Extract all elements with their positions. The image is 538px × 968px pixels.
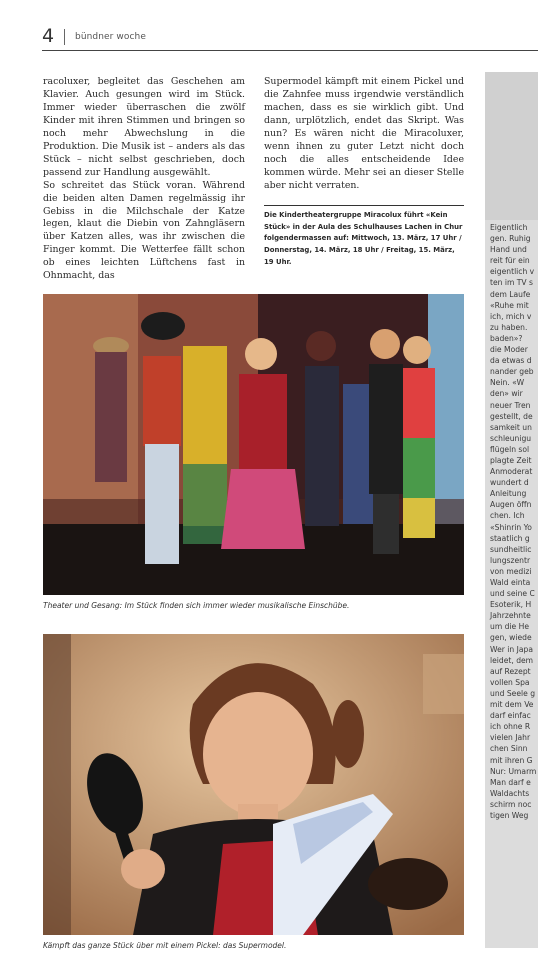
sidebar-text-line: lungszentr <box>490 555 531 565</box>
sidebar-text-line: dem Laufe <box>490 289 531 299</box>
sidebar-header-block <box>485 72 538 220</box>
sidebar-text-line: da etwas d <box>490 356 532 366</box>
sidebar-text-line: vielen Jahr <box>490 733 531 743</box>
sidebar-text-line: Nur: Umarm <box>490 766 537 776</box>
sidebar-text-line: samkeit un <box>490 422 532 432</box>
sidebar-text <box>490 222 538 821</box>
sidebar-text-line: und seine C <box>490 589 535 599</box>
sidebar-text-line: Wald einta <box>490 578 531 587</box>
sidebar-text-line: mit ihren G <box>490 755 533 765</box>
sidebar-text-line: ich ohne R <box>490 722 531 732</box>
sidebar-text-line: eigentlich v <box>490 267 535 277</box>
sidebar-text-line: Esoterik, H <box>490 600 532 610</box>
sidebar-text-line: chen. Ich <box>490 511 525 521</box>
sidebar-text-line: darf einfac <box>490 711 531 721</box>
sidebar-text-line: Eigentlich <box>490 223 528 232</box>
sidebar-text-line: Anmoderat <box>490 467 533 477</box>
article-paragraph: Supermodel kämpft mit einem Pickel und die Zahnfee muss irgendwie verständlich machen, dass es sie wirklich gibt. Und dann, urplötzlich, endet das Skript. Was nun? Es wären nicht die Miracoluxer, wenn ihnen zu guter Letzt nicht doch noch die alles entscheidende Idee kommen würde. Mehr sei an dieser Stelle aber nicht verraten. <box>264 76 464 191</box>
supermodel-photo <box>43 634 464 935</box>
sidebar-text-line: «Ruhe mit <box>490 300 529 310</box>
sidebar-text-line: schirm noc <box>490 799 532 809</box>
sidebar-text-line: ich, mich v <box>490 311 532 321</box>
sidebar-text-line: Wer in Japa <box>490 644 533 654</box>
info-box-rule <box>264 205 464 206</box>
sidebar-text-line: tigen Weg <box>490 810 529 820</box>
article-column-1 <box>43 76 245 283</box>
sidebar-text-line: Man darf e <box>490 777 531 787</box>
publication-name: bündner woche <box>75 32 146 42</box>
sidebar-text-line: und Seele g <box>490 688 536 698</box>
sidebar-text-line: flügeln sol <box>490 444 530 454</box>
performance-info-text: Die Kindertheatergruppe Miracolux führt «Kein Stück» in der Aula des Schulhauses Lachen in Chur folgendermassen auf: Mittwoch, 13. März, 17 Uhr / Donnerstag, 14. März, 18 Uhr / Freitag, 15. März, 19 Uhr. <box>264 211 463 266</box>
sidebar-text-line: die Moder <box>490 345 528 355</box>
sidebar-text-line: Anleitung <box>490 489 527 499</box>
sidebar-text-line: gestellt, de <box>490 411 533 421</box>
header-divider <box>64 29 65 45</box>
sidebar-text-line: Nein. «W <box>490 378 525 388</box>
sidebar-text-line: vollen Spa <box>490 677 530 687</box>
article-paragraph: So schreitet das Stück voran. Während die beiden alten Damen regelmässig ihr Gebiss in die Milchschale der Katze legen, klaut die Diebin von Zahngläsern über Katzen alles, was ihr zwischen die Finger kommt. Die Wetterfee fällt schon ob eines leichten Lüftchens fast in Ohnmacht, das <box>43 179 245 282</box>
sidebar-column <box>485 72 538 948</box>
photo-caption-1: Theater und Gesang: Im Stück finden sich immer wieder musikalische Einschübe. <box>43 601 350 610</box>
sidebar-text-line: mit dem Ve <box>490 700 534 710</box>
sidebar-text-line: Jahrzehnte <box>490 611 531 621</box>
supermodel-illustration <box>43 634 464 935</box>
sidebar-text-line: leidet, dem <box>490 655 534 665</box>
sidebar-text-line: gen, wiede <box>490 633 532 643</box>
photo-caption-2: Kämpft das ganze Stück über mit einem Pickel: das Supermodel. <box>43 941 287 950</box>
sidebar-text-line: den» wir <box>490 389 523 399</box>
sidebar-text-line: um die He <box>490 622 530 632</box>
article-paragraph: racoluxer, begleitet das Geschehen am Klavier. Auch gesungen wird im Stück. Immer wieder überraschen die zwölf Kinder mit ihren Stimmen und bringen so noch mehr Abwechslung in die Produktion. Die Musik ist – anders als das Stück – nicht selbst geschrieben, doch passend zur Handlung ausgewählt. <box>43 76 245 178</box>
sidebar-text-line: wundert d <box>490 478 529 488</box>
sidebar-text-line: schleunigu <box>490 433 532 443</box>
sidebar-text-line: auf Rezept <box>490 666 531 676</box>
sidebar-text-line: zu haben. <box>490 322 528 332</box>
sidebar-text-line: von medizi <box>490 566 532 576</box>
sidebar-text-line: ten im TV s <box>490 278 534 288</box>
sidebar-text-line: neuer Tren <box>490 400 531 410</box>
sidebar-text-line: Augen öffn <box>490 500 532 510</box>
sidebar-text-line: plagte Zeit <box>490 455 532 465</box>
sidebar-text-line: gen. Ruhig <box>490 234 531 244</box>
sidebar-text-line: sundheitlic <box>490 544 532 554</box>
sidebar-text-line: nander geb <box>490 367 534 377</box>
sidebar-text-line: Waldachts <box>490 788 530 798</box>
article-column-2 <box>264 76 464 193</box>
sidebar-text-line: chen Sinn <box>490 744 528 754</box>
sidebar-text-line: «Shinrin Yo <box>490 522 532 532</box>
performance-info-box <box>264 210 464 269</box>
header-rule <box>42 50 538 51</box>
theater-group-photo <box>43 294 464 595</box>
sidebar-text-line: staatlich g <box>490 533 530 543</box>
page-header <box>42 24 538 54</box>
sidebar-text-line: reit für ein <box>490 256 530 266</box>
sidebar-text-line: Hand und <box>490 245 527 255</box>
theater-group-illustration <box>43 294 464 595</box>
page-number: 4 <box>42 25 55 47</box>
sidebar-text-line: baden»? <box>490 333 523 343</box>
